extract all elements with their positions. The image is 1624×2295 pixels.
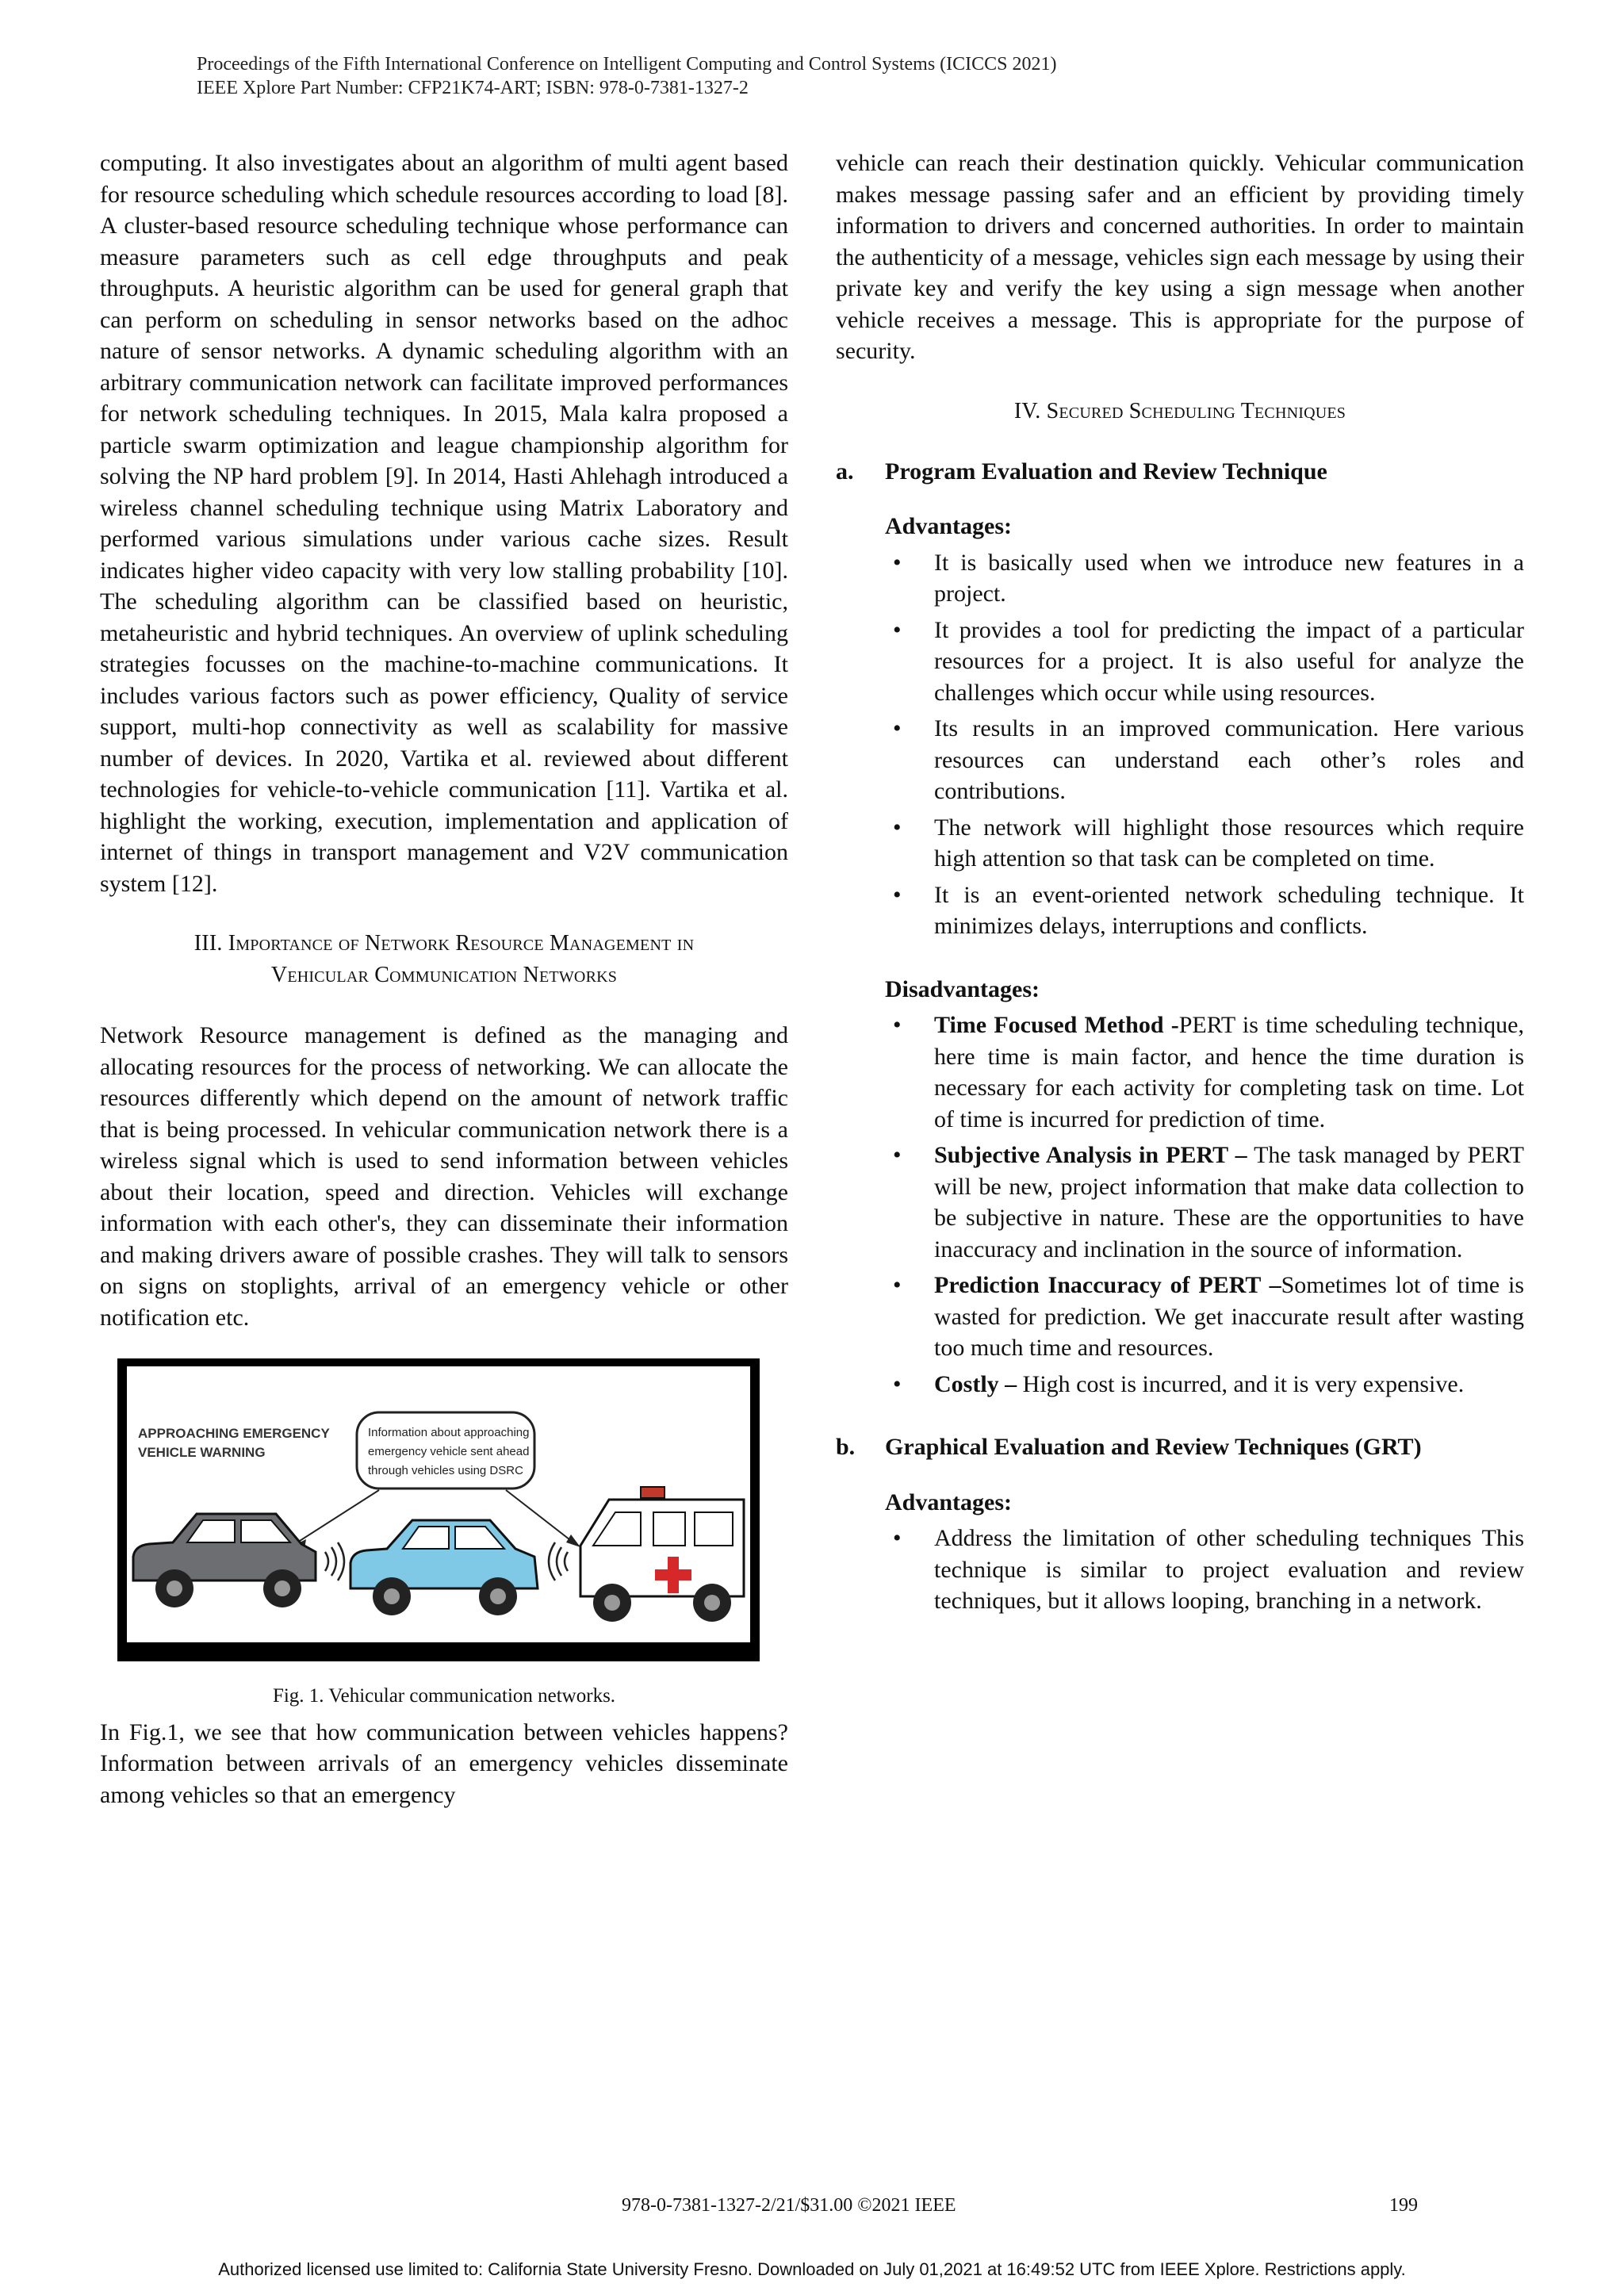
subsection-title: Graphical Evaluation and Review Techniques (GRT) [885,1434,1422,1460]
section-heading [836,396,1524,427]
advantages-list [836,1523,1524,1617]
subsection-label: a. [836,458,854,485]
copyright-line: 978-0-7381-1327-2/21/$31.00 ©2021 IEEE [622,2195,956,2216]
page-number: 199 [1389,2195,1418,2216]
page-header [197,52,1434,100]
left-column [100,148,788,1810]
section-number: III. [193,931,223,956]
advantages-label: Advantages: [885,513,1013,539]
list-item: • Its results in an improved communication. Here various resources can understand each other’s roles and contributions. [893,715,1524,804]
license-notice: Authorized licensed use limited to: California State University Fresno. Downloaded on July 01,2021 at 16:49:52 UTC from IEEE Xplore. Restrictions apply. [218,2259,1406,2279]
body-paragraph: In Fig.1, we see that how communication between vehicles happens? Information between arrivals of an emergency vehicles disseminate among vehicles so that an emergency [100,1718,788,1808]
figure-caption: Fig. 1. Vehicular communication networks. [272,1685,616,1707]
proceedings-line: Proceedings of the Fifth International Conference on Intelligent Computing and Control Systems (ICICCS 2021) [197,54,1057,75]
subsection-heading [836,456,1524,488]
disadvantages-list [836,1010,1524,1400]
body-paragraph: Network Resource management is defined as the managing and allocating resources for the process of networking. We can allocate the resources differently which depend on the amount of network traffic that is being processed. In vehicular communication network there is a wireless signal which is used to send information between vehicles about their location, speed and direction. Vehicles will exchange information with each other's, they can disseminate their information and making drivers aware of possible crashes. They will talk to sensors on signs on stoplights, arrival of an emergency vehicle or other notification etc. [100,1022,788,1331]
subsection-heading [836,1431,1524,1463]
body-paragraph: vehicle can reach their destination quickly. Vehicular communication makes message passing safer and an efficient by providing timely information to drivers and concerned authorities. In order to maintain the authenticity of a message, vehicles sign each message by using their private key and verify the key using a sign message when another vehicle receives a message. This is appropriate for the purpose of security. [836,150,1524,364]
list-item: • Subjective Analysis in PERT – The task managed by PERT will be new, project information that make data collection to be subjective in nature. These are the opportunities to have inaccuracy and inclination in the source of information. [893,1142,1524,1262]
subsection-title: Program Evaluation and Review Technique [885,458,1327,485]
warning-subtitle: VEHICLE WARNING [138,1445,266,1460]
section-title-cont: Vehicular Communication Networks [270,963,618,987]
bubble-line: Information about approaching [368,1426,530,1439]
section-number: IV. [1013,398,1041,423]
figure-illustration [117,1358,760,1661]
disadvantages-label: Disadvantages: [885,975,1040,1002]
list-item: • Costly – High cost is incurred, and it is very expensive. [893,1370,1465,1397]
section-title: Importance of Network Resource Management in [228,931,695,956]
list-item: • Prediction Inaccuracy of PERT –Sometimes lot of time is wasted for prediction. We get inaccurate result after wasting too much time and resources. [893,1272,1524,1361]
section-heading [100,928,788,991]
bubble-line: through vehicles using DSRC [368,1464,523,1477]
advantages-label: Advantages: [885,1488,1013,1515]
warning-title: APPROACHING EMERGENCY [138,1426,330,1441]
figure-vehicular-communication [117,1358,760,1661]
list-item: • It provides a tool for predicting the impact of a particular resources for a project. It is also useful for analyze the challenges which occur while using resources. [893,616,1524,706]
list-item: • It is an event-oriented network scheduling technique. It minimizes delays, interruptions and conflicts. [893,881,1524,939]
list-item: • Address the limitation of other scheduling techniques This technique is similar to project evaluation and review techniques, but it allows looping, branching in a network. [893,1525,1524,1614]
body-paragraph: computing. It also investigates about an algorithm of multi agent based for resource scheduling which schedule resources according to load [8]. A cluster-based resource scheduling technique whose performance can measure parameters such as cell edge throughputs and peak throughputs. A heuristic algorithm can be used for general graph that can perform on scheduling in sensor networks based on the adhoc nature of sensor networks. A dynamic scheduling algorithm with an arbitrary communication network can facilitate improved performances for network scheduling techniques. In 2015, Mala kalra proposed a particle swarm optimization and league championship algorithm for solving the NP hard problem [9]. In 2014, Hasti Ahlehagh introduced a wireless channel scheduling technique using Matrix Laboratory and performed various simulations under various cache sizes. Result indicates higher video capacity with very low stalling probability [10]. The scheduling algorithm can be classified based on heuristic, metaheuristic and hybrid techniques. An overview of uplink scheduling strategies focusses on the machine-to-machine communications. It includes various factors such as power efficiency, Quality of service support, multi-hop connectivity as well as scalability for massive number of devices. In 2020, Vartika et al. reviewed about different technologies for vehicle-to-vehicle communication [11]. Vartika et al. highlight the working, execution, implementation and application of internet of things in transport management and V2V communication system [12]. [100,150,788,897]
list-item: • Time Focused Method -PERT is time scheduling technique, here time is main factor, and hence the time duration is necessary for each activity for completing task on time. Lot of time is incurred for prediction of time. [893,1012,1524,1132]
subsection-label: b. [836,1434,856,1460]
bubble-line: emergency vehicle sent ahead [368,1445,530,1458]
section-title: Secured Scheduling Techniques [1046,398,1346,423]
advantages-list [836,547,1524,942]
part-number-line: IEEE Xplore Part Number: CFP21K74-ART; ISBN: 978-0-7381-1327-2 [197,78,749,98]
list-item: • The network will highlight those resources which require high attention so that task can be completed on time. [893,814,1524,872]
right-column [836,148,1524,1622]
list-item: • It is basically used when we introduce new features in a project. [893,549,1524,607]
